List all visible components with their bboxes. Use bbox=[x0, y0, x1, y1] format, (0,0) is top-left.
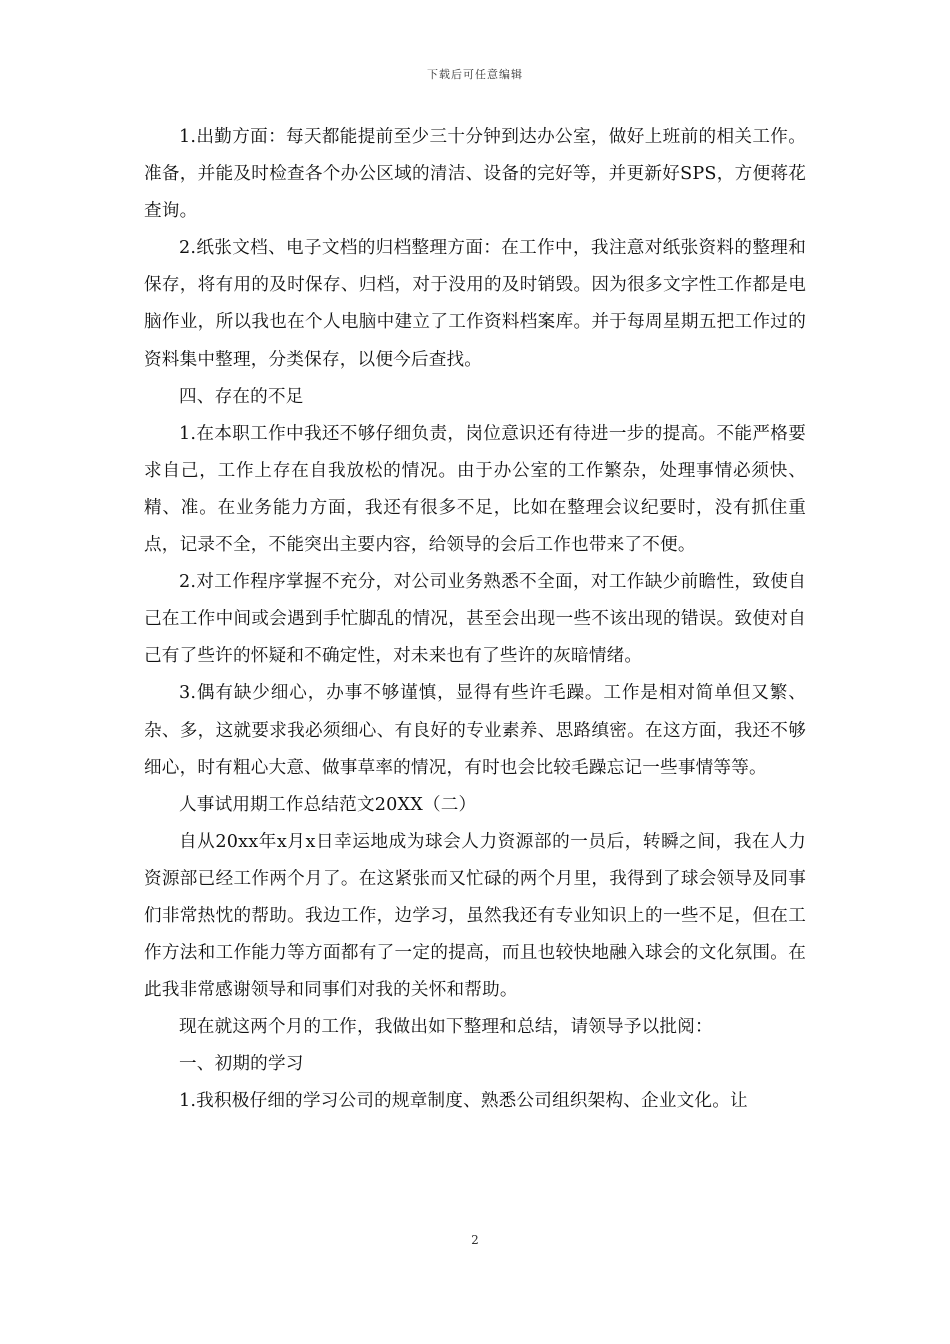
paragraph-summary-lead: 现在就这两个月的工作，我做出如下整理和总结，请领导予以批阅： bbox=[179, 1017, 713, 1038]
paragraph-shortcoming-2: 2.对工作程序掌握不充分，对公司业务熟悉不全面，对工作缺少前瞻性，致使自己在工作中间或会遇到手忙脚乱的情况，甚至会出现一些不该出现的错误。致使对自己有了些许的怀疑和不确定性，对未来也有了些许的灰暗情绪。 bbox=[144, 572, 806, 667]
paragraph-archiving: 2.纸张文档、电子文档的归档整理方面：在工作中，我注意对纸张资料的整理和保存，将有用的及时保存、归档，对于没用的及时销毁。因为很多文字性工作都是电脑作业，所以我也在个人电脑中建立了工作资料档案库。并于每周星期五把工作过的资料集中整理，分类保存，以便今后查找。 bbox=[144, 238, 806, 370]
document-subtitle: 人事试用期工作总结范文20XX（二） bbox=[179, 794, 477, 815]
paragraph-attendance: 1.出勤方面：每天都能提前至少三十分钟到达办公室，做好上班前的相关工作。准备，并能及时检查各个办公区域的清洁、设备的完好等，并更新好SPS，方便蒋花查询。 bbox=[144, 127, 806, 222]
section-heading-initial-learning: 一、初期的学习 bbox=[179, 1054, 304, 1075]
page-number: 2 bbox=[471, 1233, 479, 1247]
paragraph-shortcoming-3: 3.偶有缺少细心，办事不够谨慎，显得有些许毛躁。工作是相对简单但又繁、杂、多，这就要求我必须细心、有良好的专业素养、思路缜密。在这方面，我还不够细心，时有粗心大意、做事草率的情况，有时也会比较毛躁忘记一些事情等等。 bbox=[144, 683, 806, 778]
paragraph-shortcoming-1: 1.在本职工作中我还不够仔细负责，岗位意识还有待进一步的提高。不能严格要求自己，工作上存在自我放松的情况。由于办公室的工作繁杂，处理事情必须快、精、准。在业务能力方面，我还有很多不足，比如在整理会议纪要时，没有抓住重点，记录不全，不能突出主要内容，给领导的会后工作也带来了不便。 bbox=[144, 423, 806, 556]
page-header: 下载后可任意编辑 bbox=[427, 68, 523, 81]
paragraph-intro: 自从20xx年x月x日幸运地成为球会人力资源部的一员后，转瞬之间，我在人力资源部已经工作两个月了。在这紧张而又忙碌的两个月里，我得到了球会领导及同事们非常热忱的帮助。我边工作，边学习，虽然我还有专业知识上的一些不足，但在工作方法和工作能力等方面都有了一定的提高，而且也较快地融入球会的文化氛围。在此我非常感谢领导和同事们对我的关怀和帮助。 bbox=[144, 831, 806, 1001]
paragraph-learning-1: 1.我积极仔细的学习公司的规章制度、熟悉公司组织架构、企业文化。让 bbox=[179, 1091, 748, 1112]
document-body bbox=[144, 119, 806, 1121]
section-heading-shortcomings: 四、存在的不足 bbox=[179, 386, 304, 407]
